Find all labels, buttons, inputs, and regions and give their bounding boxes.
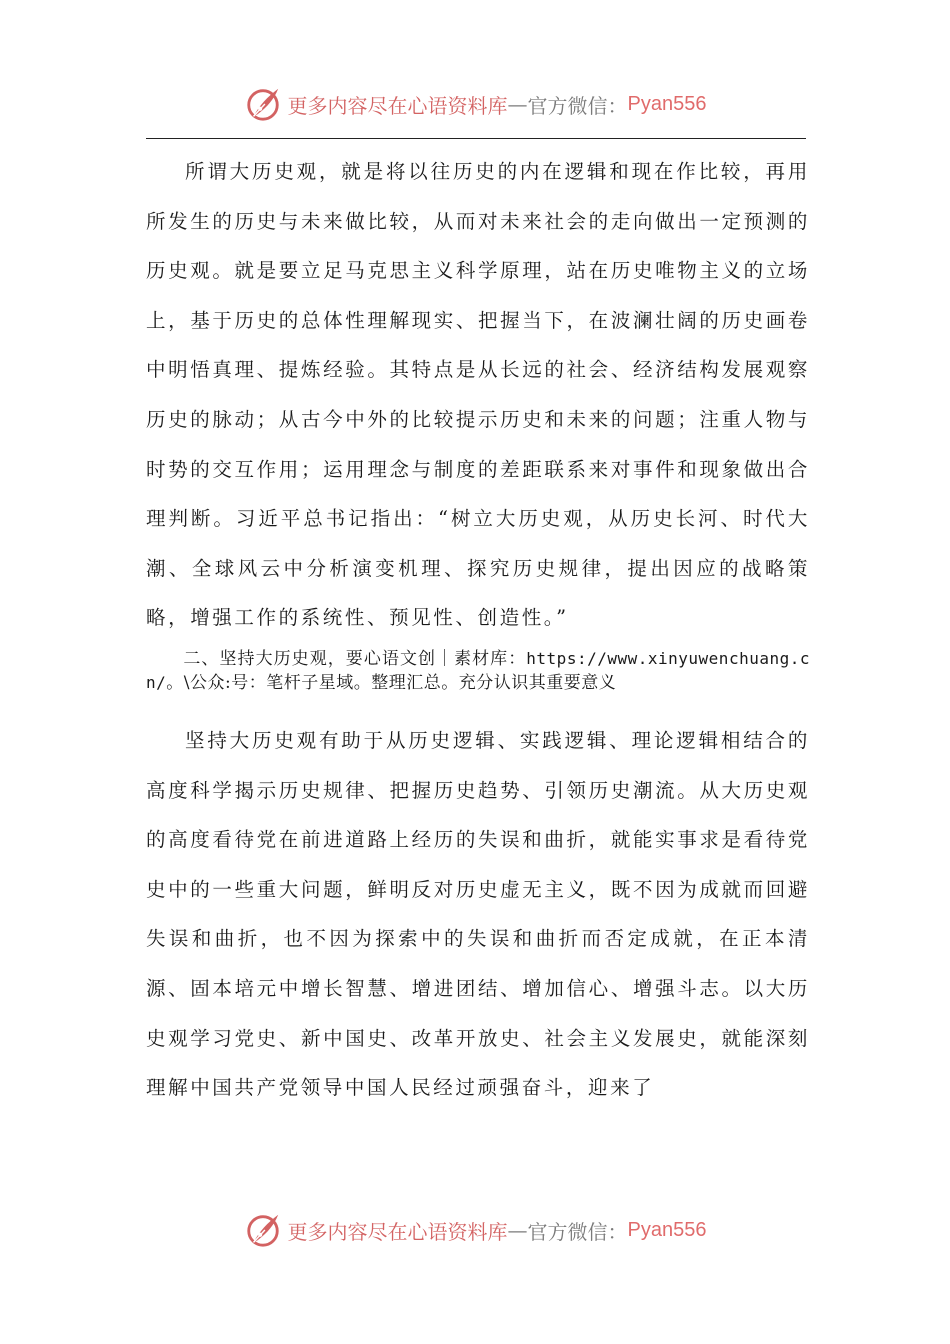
document-body [146,147,810,1113]
header-prefix: 更多内容尽在心语资料库 [287,93,508,118]
heading-url-link[interactable]: https://www.xinyuwenchuang.cn/ [146,648,810,692]
header-divider [146,138,806,139]
paragraph-2: 坚持大历史观有助于从历史逻辑、实践逻辑、理论逻辑相结合的高度科学揭示历史规律、把握历史趋势、引领历史潮流。从大历史观的高度看待党在前进道路上经历的失误和曲折，就能实事求是看待党史中的一些重大问题，鲜明反对历史虚无主义，既不因为成就而回避失误和曲折，也不因为探索中的失误和曲折而否定成就，在正本清源、固本培元中增长智慧、增进团结、增加信心、增强斗志。以大历史观学习党史、新中国史、改革开放史、社会主义发展史，就能深刻理解中国共产党领导中国人民经过顽强奋斗，迎来了 [146,728,810,1100]
quill-pen-logo-icon [244,85,282,123]
footer-dash: — [507,1218,528,1242]
quill-pen-logo-icon [244,1211,282,1249]
header-wechat-id: Pyan556 [627,92,707,115]
header-text [288,90,707,119]
header-banner [0,82,950,126]
footer-prefix: 更多内容尽在心语资料库 [287,1219,508,1244]
heading-suffix: 。\公众:号：笔杆子星域。整理汇总。充分认识其重要意义 [166,672,617,693]
footer-banner [0,1208,950,1252]
header-wechat-label: 官方微信： [527,93,628,118]
section-heading [146,647,810,695]
footer-text [288,1216,707,1245]
footer-wechat-id: Pyan556 [627,1218,707,1241]
header-dash: — [507,92,528,116]
paragraph-1: 所谓大历史观，就是将以往历史的内在逻辑和现在作比较，再用所发生的历史与未来做比较，从而对未来社会的走向做出一定预测的历史观。就是要立足马克思主义科学原理，站在历史唯物主义的立场上，基于历史的总体性理解现实、把握当下，在波澜壮阔的历史画卷中明悟真理、提炼经验。其特点是从长远的社会、经济结构发展观察历史的脉动；从古今中外的比较提示历史和未来的问题；注重人物与时势的交互作用；运用理念与制度的差距联系来对事件和现象做出合理判断。习近平总书记指出：“树立大历史观，从历史长河、时代大潮、全球风云中分析演变机理、探究历史规律，提出因应的战略策略，增强工作的系统性、预见性、创造性。” [146,160,810,630]
footer-wechat-label: 官方微信： [527,1219,628,1244]
heading-prefix: 二、坚持大历史观，要心语文创｜素材库： [183,648,527,669]
